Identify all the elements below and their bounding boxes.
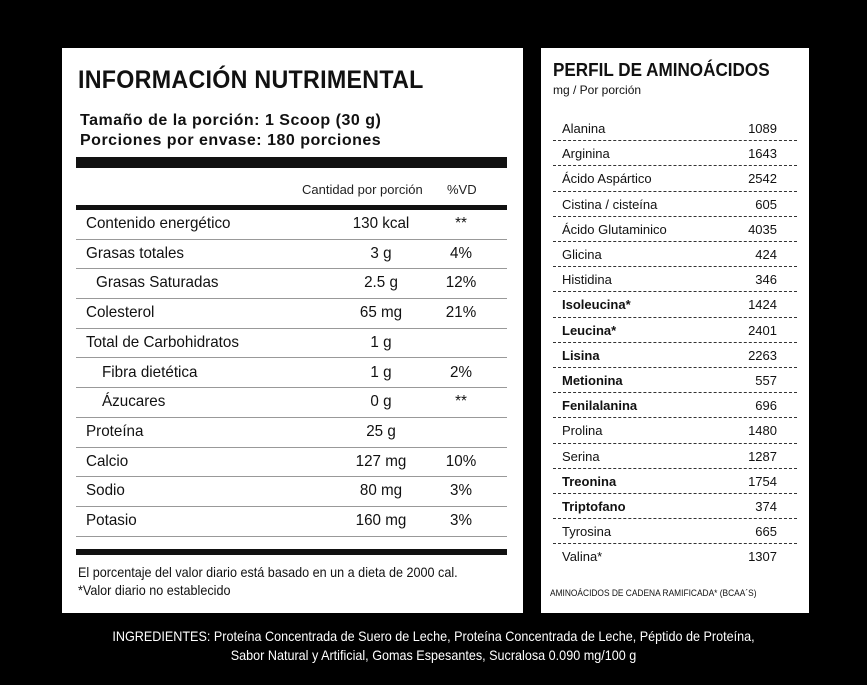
nutrient-row <box>76 210 507 240</box>
amino-name: Lisina <box>562 347 600 363</box>
amino-value: 2401 <box>748 322 777 338</box>
amino-acid-panel <box>541 48 809 613</box>
nutrient-row <box>76 240 507 270</box>
footnote-not-established: *Valor diario no establecido <box>78 582 231 598</box>
nutrient-dv: 12% <box>445 274 477 292</box>
nutrient-amount: 25 g <box>366 422 396 440</box>
nutrient-amount: 2.5 g <box>364 274 398 292</box>
amino-name: Prolina <box>562 423 603 439</box>
amino-name: Treonina <box>562 473 617 489</box>
ingredients <box>43 627 823 665</box>
amino-value: 1287 <box>748 448 777 464</box>
amino-value: 1643 <box>748 146 777 162</box>
amino-value: 424 <box>755 247 777 262</box>
amino-name: Triptofano <box>562 499 626 514</box>
nutrient-row <box>76 359 507 389</box>
amino-row <box>553 444 797 469</box>
amino-row <box>553 192 797 217</box>
divider-bottom <box>76 549 507 555</box>
nutrient-amount: 80 mg <box>359 482 403 500</box>
nutrient-row <box>76 448 507 478</box>
amino-subtitle: mg / Por porción <box>553 83 642 97</box>
nutrient-amount: 1 g <box>370 363 392 381</box>
nutrient-name: Sodio <box>86 482 125 500</box>
amino-value: 557 <box>755 373 777 388</box>
amino-row <box>553 267 797 292</box>
nutrient-row <box>76 388 507 418</box>
nutrient-amount: 0 g <box>370 393 392 411</box>
amino-value: 2542 <box>748 171 777 187</box>
amino-name: Ácido Glutaminico <box>562 221 667 237</box>
amino-value: 665 <box>755 524 777 540</box>
nutrient-amount: 127 mg <box>355 452 407 470</box>
amino-row <box>553 318 797 343</box>
amino-row <box>553 343 797 368</box>
amino-value: 1424 <box>748 297 777 313</box>
amino-value: 1307 <box>748 549 777 565</box>
nutrient-name: Calcio <box>86 452 129 470</box>
amino-name: Tyrosina <box>562 524 612 540</box>
amino-value: 2263 <box>748 347 777 363</box>
amino-row <box>553 393 797 418</box>
nutrient-dv: 3% <box>450 512 472 529</box>
amino-name: Serina <box>562 448 600 464</box>
nutrient-name: Contenido energético <box>86 215 231 232</box>
amino-row <box>553 418 797 443</box>
nutrient-dv: 3% <box>450 482 472 500</box>
ingredients-line-2: Sabor Natural y Artificial, Gomas Espesantes, Sucralosa 0.090 mg/100 g <box>230 647 637 663</box>
amino-row <box>553 141 797 166</box>
nutrient-name: Fibra dietética <box>102 363 198 381</box>
amino-footnote: AMINOÁCIDOS DE CADENA RAMIFICADA* (BCAA´S) <box>550 588 757 598</box>
amino-row <box>553 166 797 191</box>
nutrition-title: INFORMACIÓN NUTRIMENTAL <box>78 66 424 94</box>
amino-row <box>553 116 797 141</box>
nutrient-name: Proteína <box>86 422 144 440</box>
amino-name: Isoleucina* <box>562 297 631 313</box>
amino-value: 1480 <box>748 423 777 439</box>
ingredients-line-1: INGREDIENTES: Proteína Concentrada de Suero de Leche, Proteína Concentrada de Leche, Péptido de Proteína, <box>112 628 755 644</box>
nutrient-amount: 3 g <box>370 244 392 262</box>
amino-name: Valina* <box>562 549 603 565</box>
amino-name: Glicina <box>562 247 602 262</box>
amino-row <box>553 242 797 267</box>
nutrient-amount: 160 mg <box>355 512 407 529</box>
amino-row <box>553 292 797 317</box>
footnote-daily-value: El porcentaje del valor diario está basado en un a dieta de 2000 cal. <box>78 564 458 580</box>
amino-name: Metionina <box>562 373 623 388</box>
amino-name: Arginina <box>562 146 610 162</box>
nutrient-dv: ** <box>455 393 467 411</box>
column-header-dv: %VD <box>447 182 477 197</box>
nutrient-dv: 2% <box>450 363 472 381</box>
nutrient-row <box>76 477 507 507</box>
amino-name: Fenilalanina <box>562 398 638 414</box>
amino-name: Histidina <box>562 272 612 288</box>
amino-value: 4035 <box>748 221 777 237</box>
nutrient-name: Grasas Saturadas <box>96 274 219 292</box>
amino-value: 1754 <box>748 473 777 489</box>
nutrient-row <box>76 507 507 537</box>
nutrient-name: Grasas totales <box>86 244 184 262</box>
nutrient-amount: 65 mg <box>359 304 403 322</box>
amino-row <box>553 494 797 519</box>
nutrient-amount: 1 g <box>370 333 392 351</box>
amino-row <box>553 544 797 569</box>
amino-value: 605 <box>755 196 777 212</box>
nutrient-row <box>76 299 507 329</box>
amino-name: Ácido Aspártico <box>562 171 652 187</box>
nutrient-dv: 10% <box>445 452 477 470</box>
nutrient-name: Colesterol <box>86 304 155 322</box>
nutrient-row <box>76 418 507 448</box>
amino-name: Leucina* <box>562 322 617 338</box>
amino-row <box>553 519 797 544</box>
amino-name: Alanina <box>562 121 606 136</box>
amino-row <box>553 217 797 242</box>
nutrient-name: Ázucares <box>102 393 166 411</box>
nutrition-facts-panel <box>62 48 523 613</box>
nutrient-dv: 4% <box>450 244 472 262</box>
column-header-amount: Cantidad por porción <box>302 182 423 197</box>
servings-per-container: Porciones por envase: 180 porciones <box>80 132 382 149</box>
nutrient-row <box>76 269 507 299</box>
amino-name: Cistina / cisteína <box>562 196 658 212</box>
nutrient-name: Total de Carbohidratos <box>86 333 239 351</box>
amino-title: PERFIL DE AMINOÁCIDOS <box>553 60 770 80</box>
amino-value: 696 <box>755 398 777 414</box>
nutrient-dv: 21% <box>445 304 477 322</box>
amino-value: 1089 <box>748 121 777 136</box>
divider-thick <box>76 157 507 168</box>
amino-row <box>553 368 797 393</box>
nutrient-amount: 130 kcal <box>352 215 410 232</box>
nutrient-row <box>76 329 507 359</box>
amino-value: 346 <box>755 272 777 288</box>
amino-row <box>553 469 797 494</box>
amino-value: 374 <box>755 499 777 514</box>
nutrient-name: Potasio <box>86 512 137 529</box>
serving-size: Tamaño de la porción: 1 Scoop (30 g) <box>80 112 382 129</box>
nutrient-dv: ** <box>455 215 467 232</box>
